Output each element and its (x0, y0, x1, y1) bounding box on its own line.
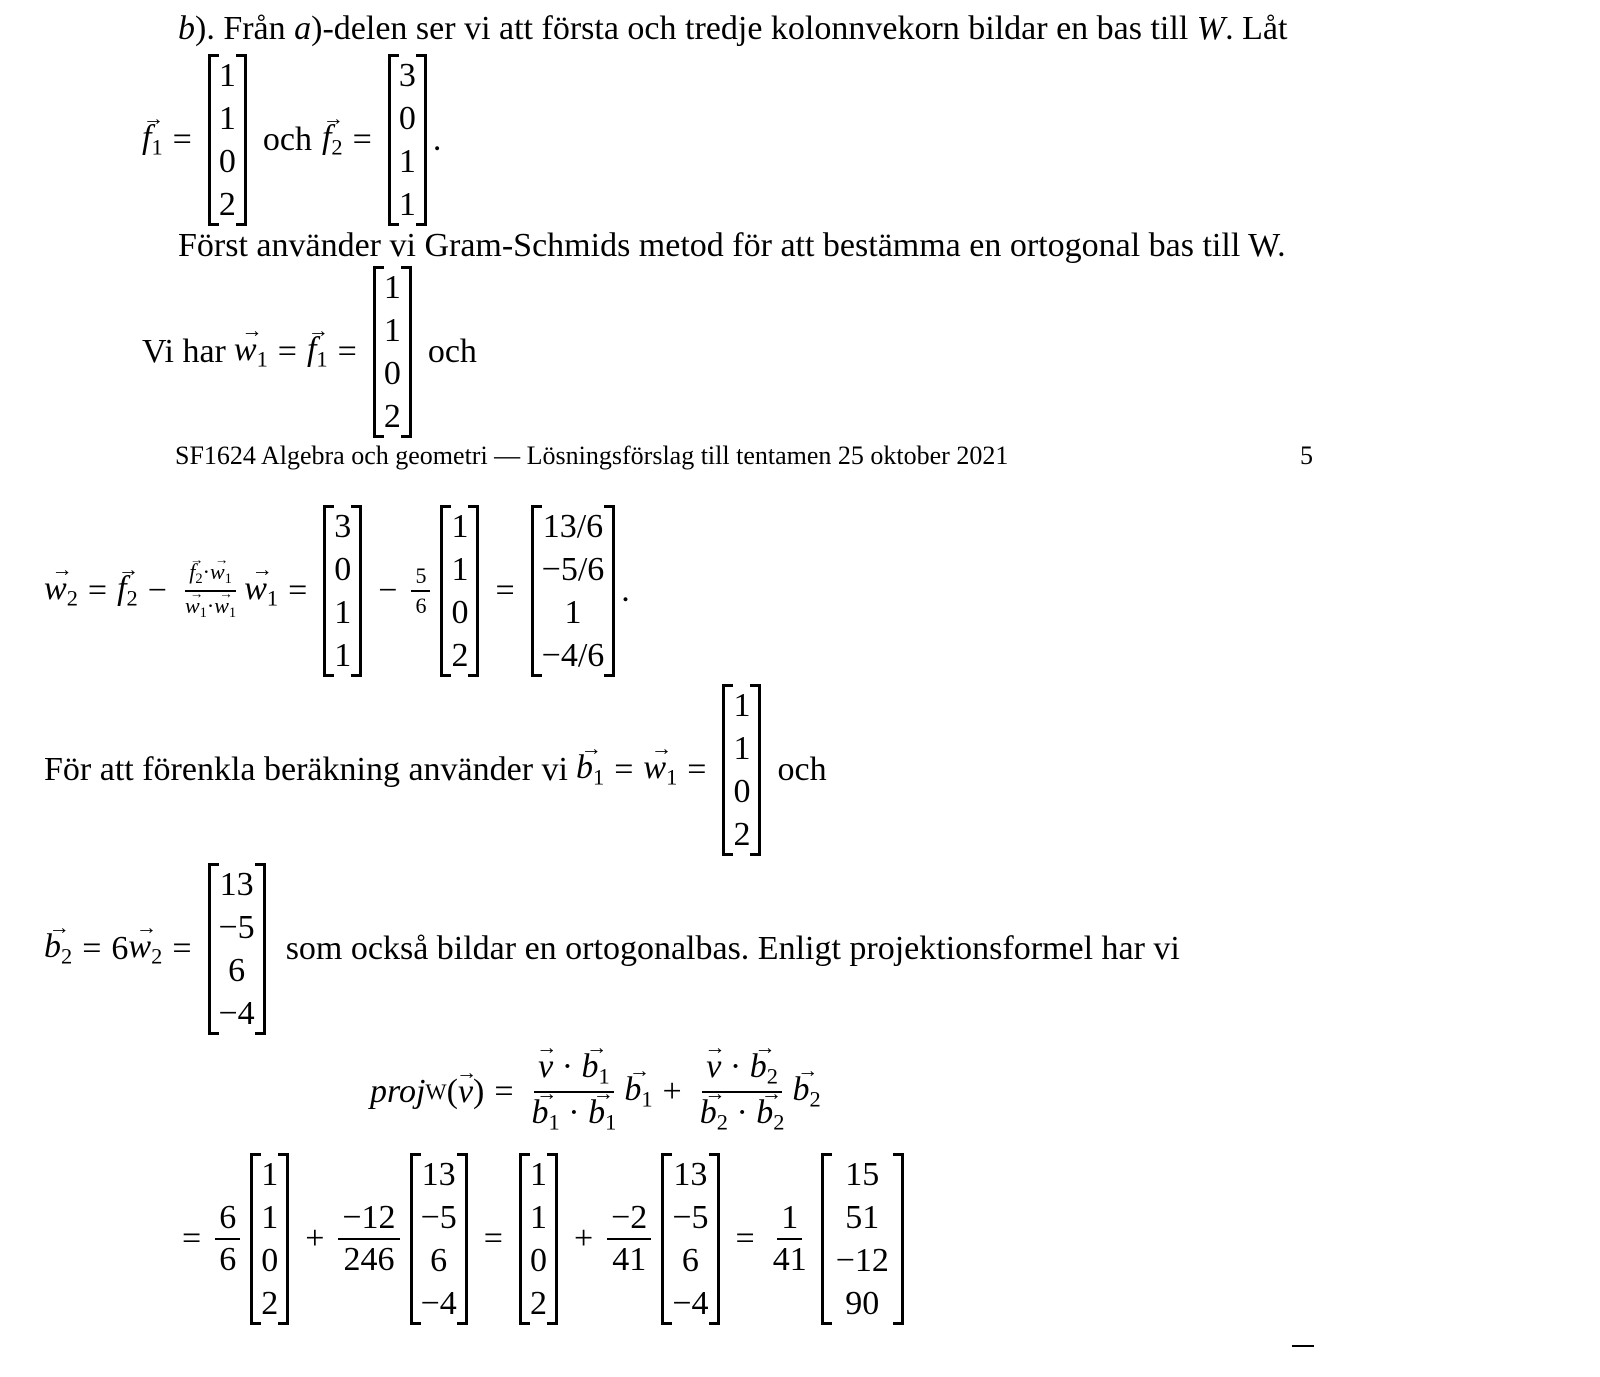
f2-symbol-ref: → $f_2$ (117, 572, 138, 610)
w2-symbol-b: → $w_2$ (128, 930, 162, 968)
result-matrix-2: 13 −5 6 −4 (410, 1153, 468, 1325)
w1-symbol: → $w_1$ (234, 333, 268, 371)
result-frac-4: $\frac{1}{41}$ (772, 1199, 807, 1278)
w1-symbol-ref: → $w_1$ (244, 572, 278, 610)
proj-name: proj (370, 1072, 426, 1110)
b1-suffix: och (777, 751, 827, 788)
b1-prefix: För att förenkla beräkning använder vi (44, 751, 568, 788)
b2-matrix: 13 −5 6 −4 (208, 863, 266, 1035)
w1-symbol-b: → $w_1$ (643, 751, 677, 789)
proj-b1: → $b_1$ (624, 1073, 652, 1111)
w2-line: → $w_2$ = → $f_2$ − → $f_2\cdot\to w_1$ → $w_1\cdot\to w_1$ → $w_1$ = 3 0 1 1 − $\frac{5}{6}$ 1 1 0 2 = 13/6 −5/6 1 −4/6 . (44, 505, 630, 677)
intro-text-3: . Låt (1225, 10, 1288, 47)
w1-line: Vi har → $w_1$ = → $f_1$ = 1 1 0 2 och (142, 266, 477, 438)
projection-coefficient: → $f_2\cdot\to w_1$ → $w_1\cdot\to w_1$ (181, 561, 240, 620)
w2-symbol: → $w_2$ (44, 572, 78, 610)
intro-text-1: ). Från (195, 10, 295, 47)
b1-line: För att förenkla beräkning använder vi → $b_1$ = → $w_1$ = 1 1 0 2 och (44, 684, 827, 856)
page-footer-title: SF1624 Algebra och geometri — Lösningsförslag till tentamen 25 oktober 2021 (175, 441, 1009, 470)
result-matrix-1: 1 1 0 2 (250, 1153, 289, 1325)
proj-term-1-fraction: → v · → $b_1$ → $b_1$ · → $b_1$ (528, 1050, 621, 1133)
w1-matrix: 1 1 0 2 (373, 266, 412, 438)
result-matrix-3: 1 1 0 2 (519, 1153, 558, 1325)
f1-symbol: → $f_1$ (142, 121, 163, 159)
intro-line (178, 12, 1287, 46)
intro-text-2: )-delen ser vi att första och tredje kolonnvekorn bildar en bas till (311, 10, 1197, 47)
proj-term-2-fraction: → v · → $b_2$ → $b_2$ · → $b_2$ (696, 1050, 789, 1133)
proj-subscript: W (425, 1078, 447, 1104)
b2-factor: 6 (111, 930, 129, 967)
w2-matrix-f2: 3 0 1 1 (323, 505, 362, 677)
b1-symbol: → $b_1$ (576, 751, 604, 789)
result-frac-1: $\frac{6}{6}$ (215, 1201, 240, 1277)
b2-symbol: → $b_2$ (44, 930, 72, 968)
result-frac-2: $\frac{-12}{246}$ (338, 1201, 399, 1277)
gram-schmidt-sentence: Först använder vi Gram-Schmids metod för att bestämma en ortogonal bas till W. (178, 227, 1286, 264)
w2-matrix-result: 13/6 −5/6 1 −4/6 (531, 505, 616, 677)
part-a-ref: a (294, 10, 312, 47)
result-line: = $\frac{6}{6}$ 1 1 0 2 + $\frac{-12}{246}$ 13 −5 6 −4 = 1 1 0 2 + $\frac{-2}{41}$ 13 −5 6 −4 = $\frac{1}{41}$ 15 51 −12 90 (172, 1153, 910, 1325)
b2-line: → $b_2$ = 6 → $w_2$ = 13 −5 6 −4 som också bildar en ortogonalbas. Enligt projektionsformel har vi (44, 863, 1180, 1035)
f2-symbol: → $f_2$ (322, 121, 343, 159)
f1-matrix: 1 1 0 2 (208, 54, 247, 226)
w1-prefix: Vi har (142, 333, 226, 370)
w1-suffix: och (427, 333, 477, 370)
result-matrix-final: 15 51 −12 90 (821, 1153, 904, 1325)
f1-symbol-ref: → $f_1$ (307, 333, 328, 371)
conj-och: och (262, 121, 312, 158)
b2-suffix: som också bildar en ortogonalbas. Enligt projektionsformel har vi (285, 930, 1180, 967)
f-definitions: → $f_1$ = 1 1 0 2 och → $f_2$ = 3 0 1 1 . (142, 54, 441, 226)
f2-matrix: 3 0 1 1 (388, 54, 427, 226)
result-frac-3: $\frac{-2}{41}$ (607, 1201, 651, 1277)
proj-b2: → $b_2$ (792, 1073, 820, 1111)
w2-matrix-w1: 1 1 0 2 (440, 505, 479, 677)
coefficient-five-sixths: $\frac{5}{6}$ (411, 565, 430, 617)
v-symbol: → v (458, 1075, 473, 1109)
page-number: 5 (1300, 441, 1313, 470)
projection-formula: proj W ( → v ) = → v · → $b_1$ → $b_1$ · → $b_1$ → $b_1$ + → v · → $b_2$ → $b_2$ · → $b_2$ → $b_2$ (370, 1050, 821, 1133)
bottom-dash (1292, 1345, 1314, 1347)
space-w: W (1196, 10, 1226, 47)
result-matrix-4: 13 −5 6 −4 (661, 1153, 719, 1325)
b1-matrix: 1 1 0 2 (722, 684, 761, 856)
part-b-label: b (178, 10, 195, 47)
